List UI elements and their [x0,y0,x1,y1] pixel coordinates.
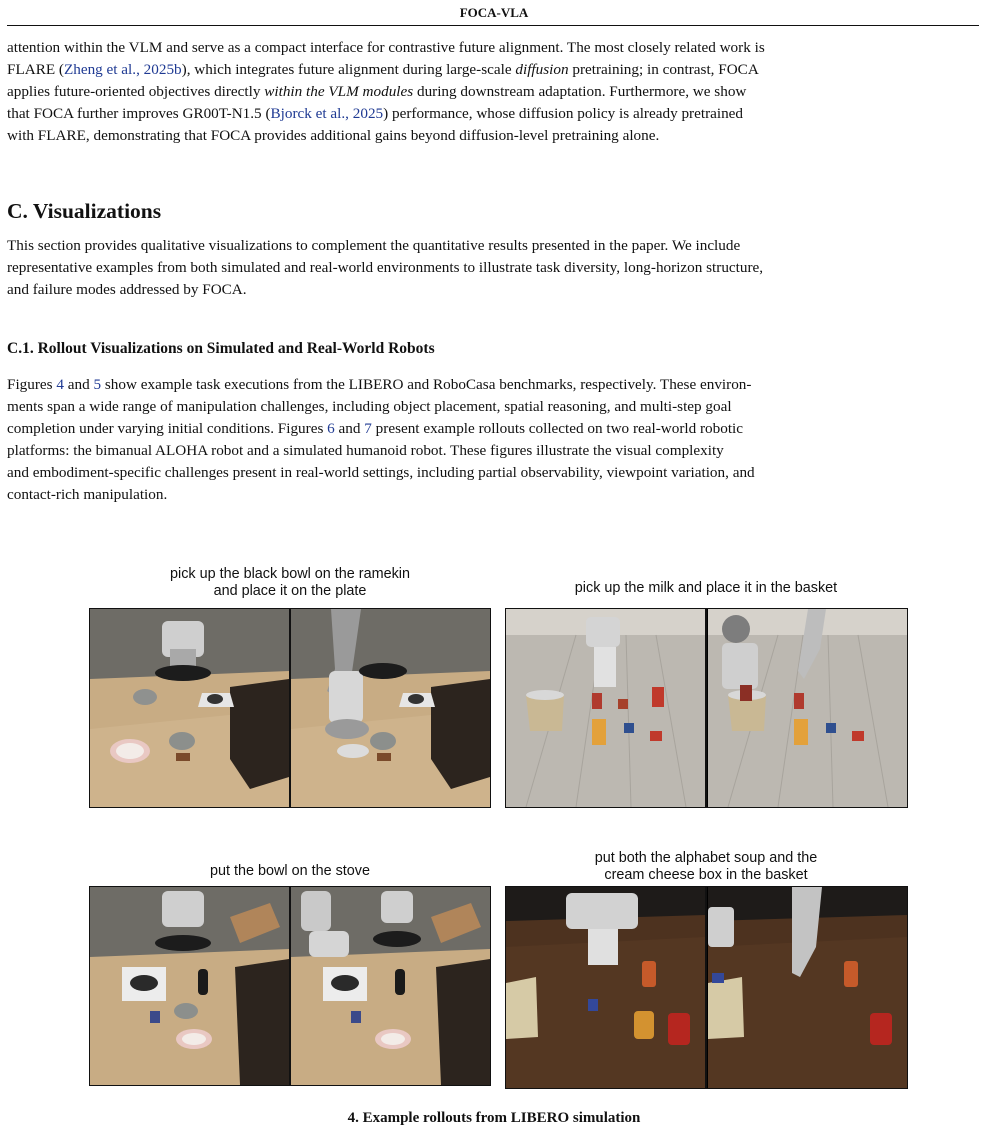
figure-caption: 4. Example rollouts from LIBERO simulation [347,1110,641,1126]
panel-caption-1: pick up the black bowl on the ramekin and place it on the plate [170,566,410,599]
panel-caption-4: put both the alphabet soup and the cream cheese box in the basket [594,850,818,883]
intro-line-3: applies future-oriented objectives directly within the VLM modules during downstream adaptation. Furthermore, we show [7,83,747,100]
intro-line-2: FLARE (Zheng et al., 2025b), which integrates future alignment during large-scale diffusion pretraining; in contrast, FOCA [7,61,759,78]
citation-zheng[interactable]: Zheng et al., 2025b [63,61,182,78]
panel-caption-2: pick up the milk and place it in the basket [574,580,838,596]
subsection-paragraph: Figures 4 and 5 show example task executions from the LIBERO and RoboCasa benchmarks, respectively. These environ- ments span a wide range of manipulation challenges, including object placement, spatial reasoning, and multi-step goal completion under varying initial conditions. Figures 6 and 7 present example rollouts collected on two real-world robotic platforms: the bimanual ALOHA robot and a simulated humanoid robot. These figures illustrate the visual complexity and embodiment-specific challenges present in real-world settings, including partial observability, viewpoint variation, and contact-rich manipulation. [7,376,755,503]
intro-paragraph [7,37,979,147]
intro-line-1: attention within the VLM and serve as a compact interface for contrastive future alignment. The most closely related work is [7,39,765,56]
figure-ref-4[interactable]: 4 [56,376,64,393]
frame-divider [705,887,707,1088]
header-rule [7,25,979,26]
figure-ref-7[interactable]: 7 [364,420,372,437]
figure-ref-5[interactable]: 5 [93,376,102,393]
figure-ref-6[interactable]: 6 [327,420,335,437]
subsection-title: C.1. Rollout Visualizations on Simulated and Real-World Robots [7,340,435,357]
panel-caption-3: put the bowl on the stove [209,863,370,879]
frame-divider [289,887,291,1085]
rollout-panel-black-bowl [89,608,491,808]
intro-line-5: with FLARE, demonstrating that FOCA provides additional gains beyond diffusion-level pretraining alone. [7,127,660,144]
rollout-panel-soup-cheese [505,886,908,1089]
section-title: C. Visualizations [7,199,162,223]
rollout-panel-milk-basket [505,608,908,808]
intro-line-4: that FOCA further improves GR00T-N1.5 (Bjorck et al., 2025) performance, whose diffusion policy is already pretrained [7,105,744,122]
frame-divider [289,609,291,807]
section-paragraph: This section provides qualitative visualizations to complement the quantitative results presented in the paper. We include representative examples from both simulated and real-world environments to illustrate task diversity, long-horizon structure, and failure modes addressed by FOCA. [7,237,764,298]
citation-bjorck[interactable]: Bjorck et al., 2025 [270,105,384,122]
frame-divider [705,609,707,807]
running-header: FOCA-VLA [459,5,529,20]
rollout-panel-bowl-stove [89,886,491,1086]
